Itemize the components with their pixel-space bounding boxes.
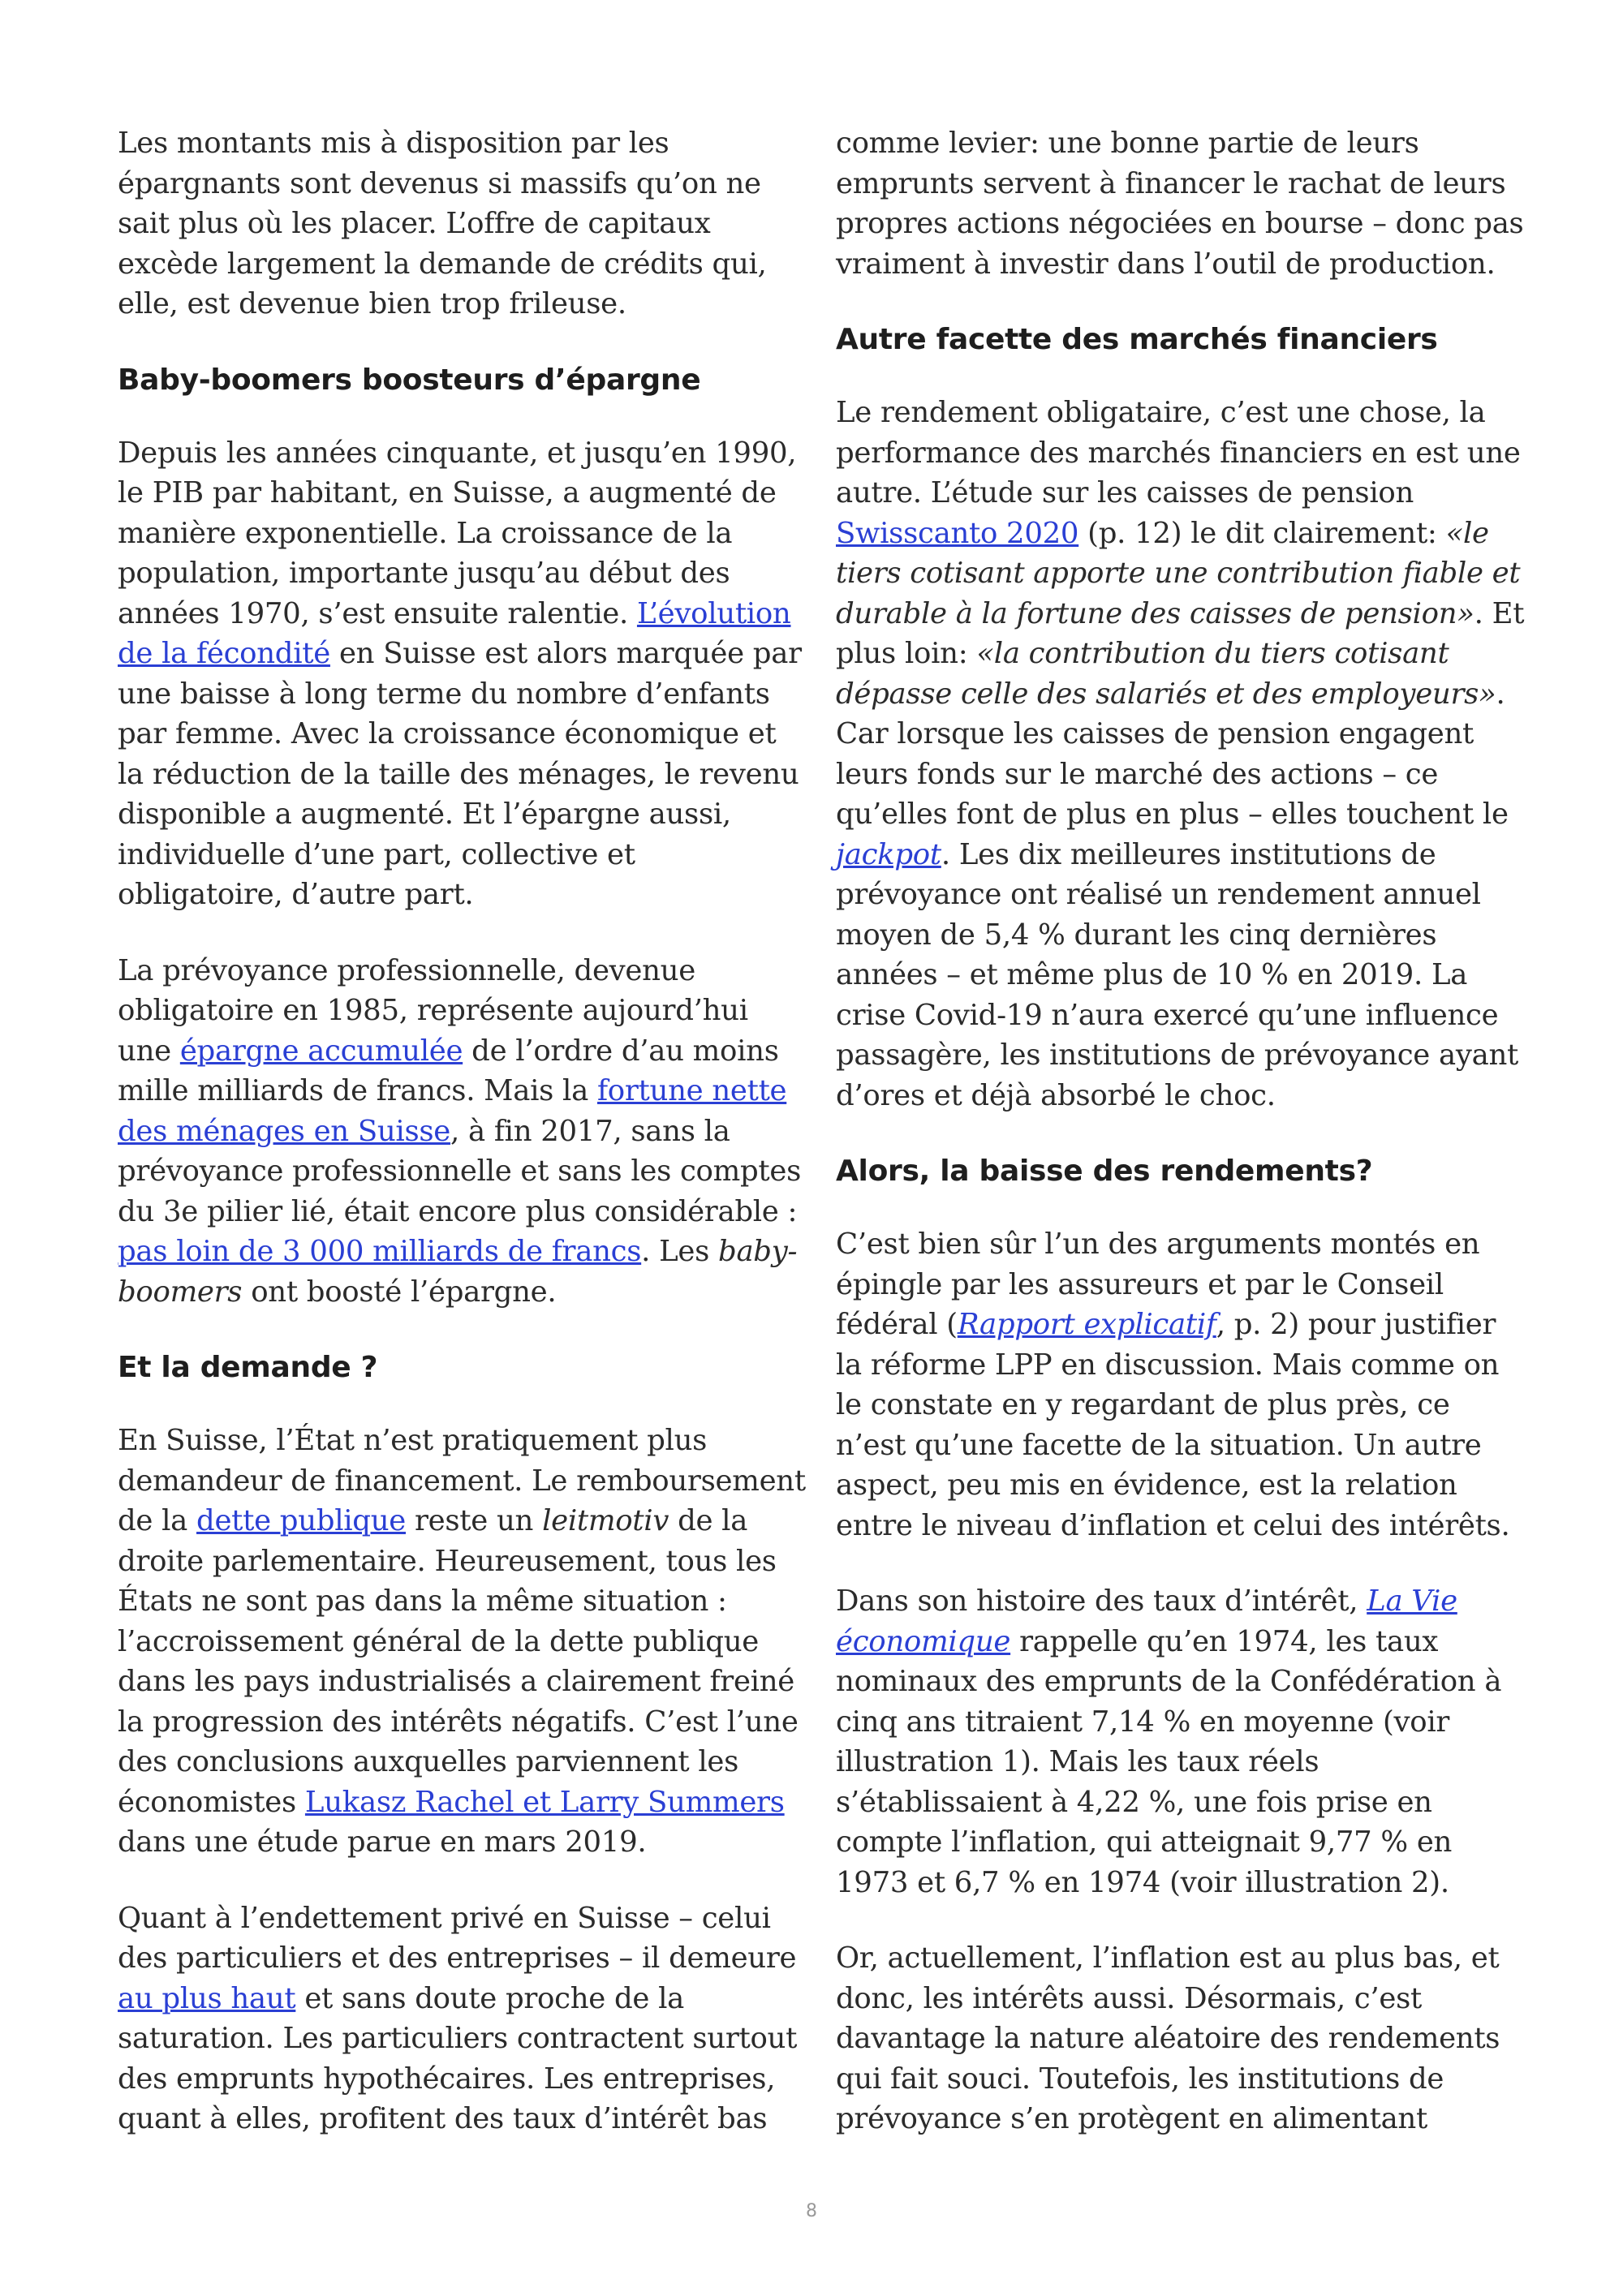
paragraph-histoire-taux: Dans son histoire des taux d’intérêt, La Vie économique rappelle qu’en 1974, les taux nominaux des emprunts de la Confédération à cinq ans titraient 7,14 % en moyenne (voir illustration 1). Mais les taux réels s’établissaient à 4,22 %, une fois prise en compte l’inflation, qui atteignait 9,77 % en 1973 et 6,7 % en 1974 (voir illustration 2). [836, 1584, 1502, 1899]
paragraph-etat: En Suisse, l’État n’est pratiquement plus demandeur de financement. Le remboursement de la dette publique reste un leitmotiv de la droite parlementaire. Heureusement, tous les États ne sont pas dans la même situation : l’accroissement général de la dette publique dans les pays industrialisés a clairement freiné la progression des intérêts négatifs. C’est l’une des conclusions auxquelles parviennent les économistes Lukasz Rachel et Larry Summers dans une étude parue en mars 2019. [118, 1424, 806, 1859]
paragraph-pib: Depuis les années cinquante, et jusqu’en 1990, le PIB par habitant, en Suisse, a augmenté de manière exponentielle. La croissance de la population, importante jusqu’au début des années 1970, s’est ensuite ralentie. L’évolution de la fécondité en Suisse est alors marquée par une baisse à long terme du nombre d’enfants par femme. Avec la croissance économique et la réduction de la taille des ménages, le revenu disponible a augmenté. Et l’épargne aussi, individuelle d’une part, collective et obligatoire, d’autre part. [118, 436, 802, 911]
link-au-plus-haut[interactable]: au plus haut [118, 1981, 296, 2015]
link-rapport-explicatif[interactable]: Rapport explicatif [957, 1308, 1216, 1341]
link-fortune-nette[interactable]: fortune nette des ménages en Suisse [118, 1074, 787, 1148]
link-swisscanto[interactable]: Swisscanto 2020 [836, 516, 1079, 550]
link-jackpot[interactable]: jackpot [836, 837, 941, 871]
left-column [118, 123, 807, 2175]
page-number: 8 [806, 2201, 817, 2221]
link-3000-milliards[interactable]: pas loin de 3 000 milliards de francs [118, 1235, 642, 1268]
paragraph-levier: comme levier: une bonne partie de leurs emprunts servent à financer le rachat de leurs propres actions négociées en bourse – donc pas vraiment à investir dans l’outil de production. [836, 127, 1524, 281]
link-evolution-fecondite[interactable]: L’évolution de la fécondité [118, 596, 791, 670]
heading-baby-boomers: Baby-boomers boosteurs d’épargne [118, 363, 701, 397]
link-vie-economique[interactable]: La Vie économique [836, 1584, 1457, 1658]
paragraph-intro: Les montants mis à disposition par les épargnants sont devenus si massifs qu’on ne sait plus où les placer. L’offre de capitaux excède largement la demande de crédits qui, elle, est devenue bien trop frileuse. [118, 127, 767, 320]
link-epargne-accumulee[interactable]: épargne accumulée [179, 1034, 463, 1068]
paragraph-prevoyance: La prévoyance professionnelle, devenue obligatoire en 1985, représente aujourd’hui une épargne accumulée de l’ordre d’au moins mille milliards de francs. Mais la fortune nette des ménages en Suisse, à fin 2017, sans la prévoyance professionnelle et sans les comptes du 3e pilier lié, était encore plus considérable : pas loin de 3 000 milliards de francs. Les baby-boomers ont boosté l’épargne. [118, 953, 802, 1309]
heading-baisse-rendements: Alors, la baisse des rendements? [836, 1154, 1373, 1188]
heading-demande: Et la demande ? [118, 1351, 378, 1384]
link-dette-publique[interactable]: dette publique [196, 1504, 407, 1537]
right-column [836, 123, 1526, 2175]
heading-marches-financiers: Autre facette des marchés financiers [836, 323, 1438, 356]
paragraph-rendement: Le rendement obligataire, c’est une chose, la performance des marchés financiers en est une autre. L’étude sur les caisses de pension Swisscanto 2020 (p. 12) le dit clairement: «le tiers cotisant apporte une contribution fiable et durable à la fortune des caisses de pension». Et plus loin: «la contribution du tiers cotisant dépasse celle des salariés et des employeurs». Car lorsque les caisses de pension engagent leurs fonds sur le marché des actions – ce qu’elles font de plus en plus – elles touchent le jackpot. Les dix meilleures institutions de prévoyance ont réalisé un rendement annuel moyen de 5,4 % durant les cinq dernières années – et même plus de 10 % en 2019. La crise Covid-19 n’aura exercé qu’une influence passagère, les institutions de prévoyance ayant d’ores et déjà absorbé le choc. [836, 396, 1525, 1112]
paragraph-arguments: C’est bien sûr l’un des arguments montés en épingle par les assureurs et par le Conseil fédéral (Rapport explicatif, p. 2) pour justifier la réforme LPP en discussion. Mais comme on le constate en y regardant de plus près, ce n’est qu’une facette de la situation. Un autre aspect, peu mis en évidence, est la relation entre le niveau d’inflation et celui des intérêts. [836, 1228, 1510, 1542]
link-rachel-summers[interactable]: Lukasz Rachel et Larry Summers [304, 1785, 785, 1819]
paragraph-endettement: Quant à l’endettement privé en Suisse – celui des particuliers et des entreprises – il demeure au plus haut et sans doute proche de la saturation. Les particuliers contractent surtout des emprunts hypothécaires. Les entreprises, quant à elles, profitent des taux d’intérêt bas [118, 1901, 798, 2135]
paragraph-inflation: Or, actuellement, l’inflation est au plus bas, et donc, les intérêts aussi. Désormais, c’est davantage la nature aléatoire des rendements qui fait souci. Toutefois, les institutions de prévoyance s’en protègent en alimentant [836, 1941, 1500, 2135]
